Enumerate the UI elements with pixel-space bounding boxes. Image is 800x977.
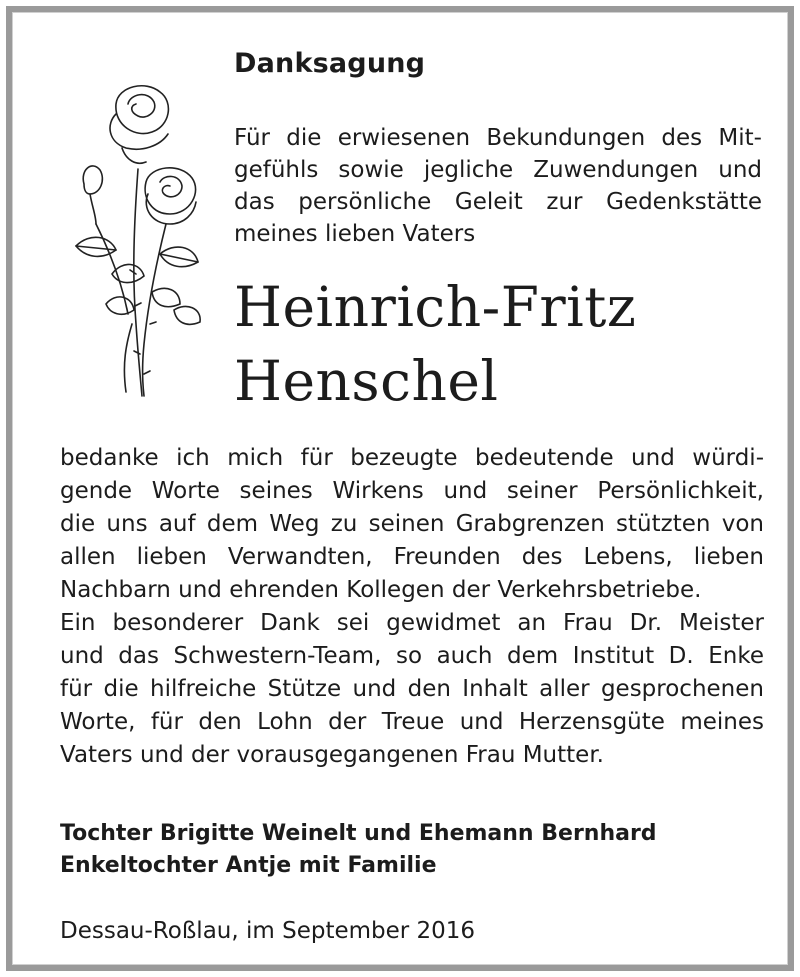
- body-line: Vaters und der vorausgegangenen Frau Mutter.: [60, 742, 604, 768]
- intro-line: meines lieben Vaters: [234, 221, 476, 247]
- body-line: und das Schwestern-Team, so auch dem Institut D. Enke: [60, 643, 764, 669]
- body-line: die uns auf dem Weg zu seinen Grabgrenzen stützten von: [60, 511, 764, 537]
- body-line: allen lieben Verwandten, Freunden des Lebens, lieben: [60, 544, 764, 570]
- signature-line: Enkeltochter Antje mit Familie: [60, 853, 437, 878]
- place-date: Dessau-Roßlau, im September 2016: [60, 918, 476, 944]
- signatures: [60, 818, 657, 882]
- intro-line: gefühls sowie jegliche Zuwendungen und: [234, 157, 762, 183]
- notice-frame: [6, 6, 794, 971]
- signature-line: Tochter Brigitte Weinelt und Ehemann Bernhard: [60, 821, 657, 846]
- body-paragraph: [60, 442, 764, 772]
- intro-line: Für die erwiesenen Bekundungen des Mit-: [234, 125, 762, 151]
- body-line: Ein besonderer Dank sei gewidmet an Frau Dr. Meister: [60, 610, 764, 636]
- name-line-first: Heinrich-Fritz: [234, 275, 637, 339]
- rose-illustration: [56, 74, 216, 404]
- body-line: bedanke ich mich für bezeugte bedeutende und würdi-: [60, 445, 764, 471]
- notice-heading: Danksagung: [234, 48, 426, 79]
- body-line: gende Worte seines Wirkens und seiner Persönlichkeit,: [60, 478, 764, 504]
- body-line: für die hilfreiche Stütze und den Inhalt aller gesprochenen: [60, 676, 764, 702]
- intro-paragraph: [234, 122, 762, 250]
- deceased-name: [234, 270, 636, 418]
- name-line-last: Henschel: [234, 349, 499, 413]
- body-line: Worte, für den Lohn der Treue und Herzensgüte meines: [60, 709, 764, 735]
- body-line: Nachbarn und ehrenden Kollegen der Verkehrsbetriebe.: [60, 577, 702, 603]
- intro-line: das persönliche Geleit zur Gedenkstätte: [234, 189, 762, 215]
